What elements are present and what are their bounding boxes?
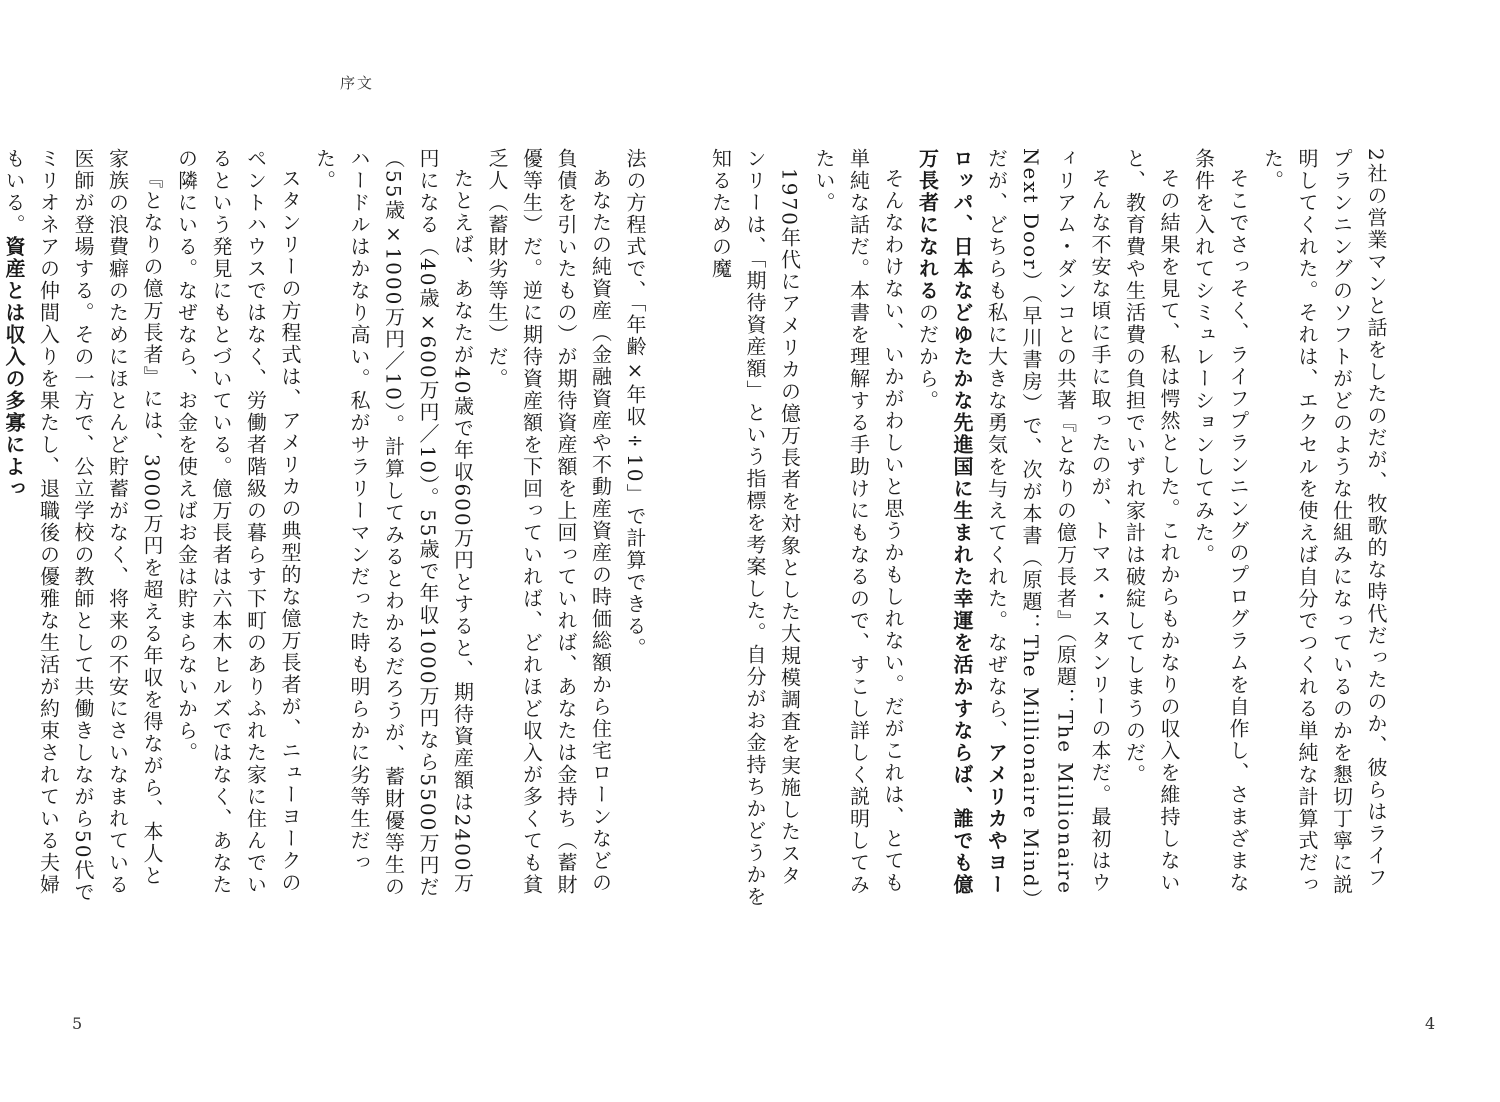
paragraph (307, 148, 480, 908)
body-text: 『となりの億万長者』には、3000万円を超える年収を得ながら、本人と家族の浪費癖のためにほとんど貯蓄がなく、将来の不安にさいなまれている医師が登場する。その一方で、公立学校の教師として共働きしながら50代でミリオネアの仲間入りを果たし、退職後の優雅な生活が約束されている夫婦もいる。 (2, 148, 164, 904)
body-text: そんなわけない、いかがわしいと思うかもしれない。だがこれは、とても単純な話だ。本書を理解する手助けにもなるので、すこし詳しく説明してみたい。 (812, 148, 905, 896)
emphasized-text: 資産とは収入の多寡によっ (2, 236, 26, 500)
paragraph (807, 148, 911, 908)
body-text: 2社の営業マンと話をしたのだが、牧歌的な時代だったのか、彼らはライフプランニングのソフトがどのような仕組みになっているのかを懇切丁寧に説明してくれた。それは、エクセルを使えば自分でつくれる単純な計算式だった。 (1260, 148, 1388, 896)
paragraph (480, 148, 618, 908)
emphasized-text: アメリカやヨーロッパ、日本などゆたかな先進国に生まれた幸運を活かすならば、誰でも億万長者になれる (915, 148, 1009, 896)
page-number-right: 4 (1425, 1014, 1436, 1033)
body-text: そんな不安な頃に手に取ったのが、トマス・スタンリーの本だ。最初はウィリアム・ダンコとの共著『となりの億万長者』（原題：The Millionaire Next Door）（早川書房）で、次が本書（原題：The Millionaire Mind）だが、どちらも私に大きな勇気を与えてくれた。なぜなら、 (984, 148, 1112, 901)
body-text: 1970年代にアメリカの億万長者を対象とした大規模調査を実施したスタンリーは、「期待資産額」という指標を考案した。自分がお金持ちかどうかを知るための魔 (708, 148, 802, 908)
right-page (708, 0, 1500, 1102)
page-number-left: 5 (72, 1014, 83, 1033)
paragraph (618, 148, 653, 908)
paragraph (1117, 148, 1186, 908)
running-head: 序文 (340, 74, 375, 92)
body-text: 法の方程式で、「年齢×年収÷10」で計算できる。 (623, 148, 647, 660)
body-text: あなたの純資産（金融資産や不動産資産の時価総額から住宅ローンなどの負債を引いたもの）が期待資産額を上回っていれば、あなたは金持ち（蓄財優等生）だ。逆に期待資産額を下回っていれば、どれほど収入が多くても貧乏人（蓄財劣等生）だ。 (485, 148, 613, 896)
body-text: のだから。 (915, 302, 940, 412)
paragraph (703, 148, 807, 908)
left-page-body (2, 148, 652, 908)
paragraph (169, 148, 307, 908)
body-text: たとえば、あなたが40歳で年収600万円とすると、期待資産額は2400万円になる（40歳×600万円／10）。55歳で年収1000万円なら5500万円だ（55歳×1000万円／10）。計算してみるとわかるだろうが、蓄財優等生のハードルはかなり高い。私がサラリーマンだった時も明らかに劣等生だった。 (312, 148, 475, 899)
right-page-body (708, 148, 1393, 908)
body-text: その結果を見て、私は愕然とした。これからもかなりの収入を維持しないと、教育費や生活費の負担でいずれ家計は破綻してしまうのだ。 (1122, 148, 1181, 894)
paragraph (1186, 148, 1255, 908)
paragraph (1255, 148, 1393, 908)
body-text: そこでさっそく、ライフプランニングのプログラムを自作し、さまざまな条件を入れてシミュレーションしてみた。 (1191, 148, 1250, 894)
paragraph (0, 148, 169, 908)
body-text: スタンリーの方程式は、アメリカの典型的な億万長者が、ニューヨークのペントハウスではなく、労働者階級の暮らす下町のありふれた家に住んでいるという発見にもとづいている。億万長者は六本木ヒルズではなく、あなたの隣にいる。なぜなら、お金を使えばお金は貯まらないから。 (174, 148, 302, 896)
paragraph (910, 148, 1117, 908)
